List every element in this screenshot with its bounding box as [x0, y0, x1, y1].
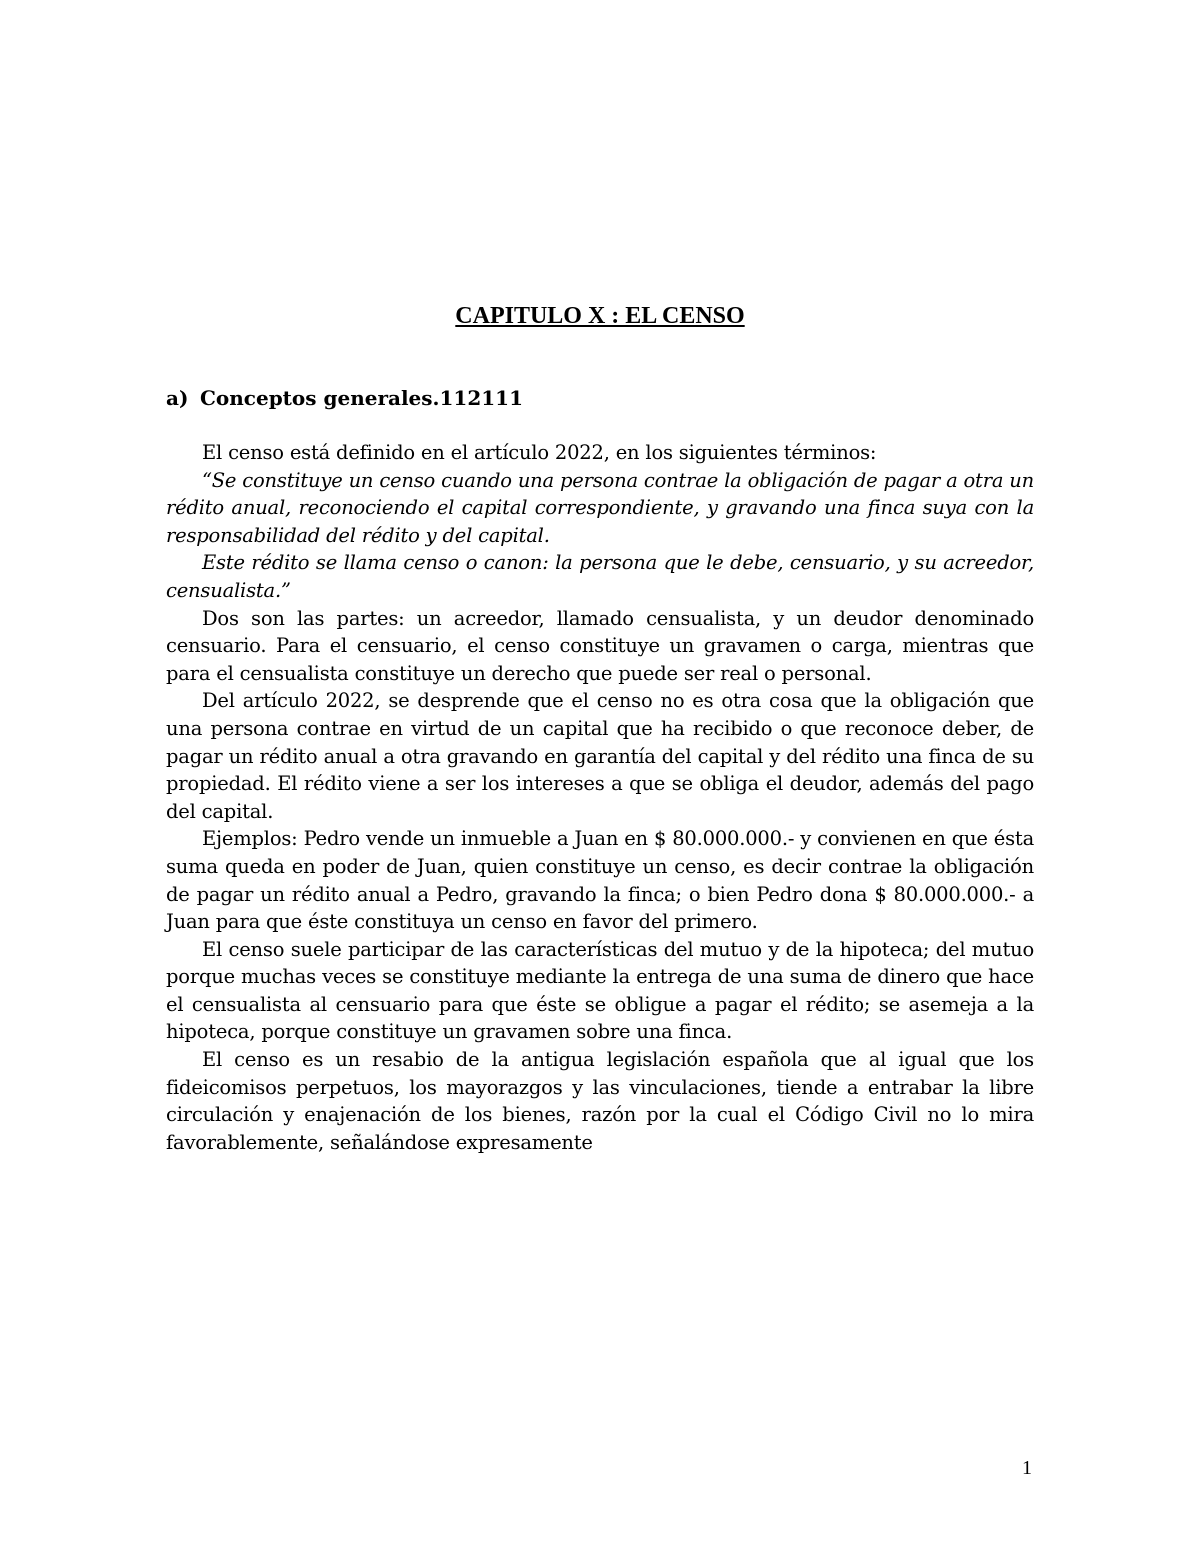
- paragraph: Del artículo 2022, se desprende que el censo no es otra cosa que la obligación que una persona contrae en virtud de un capital que ha recibido o que reconoce deber, de pagar un rédito anual a otra gravando en garantía del capital y del rédito una finca de su propiedad. El rédito viene a ser los intereses a que se obliga el deudor, además del pago del capital.: [166, 689, 1034, 823]
- page-number: 1: [1022, 1457, 1032, 1479]
- quoted-paragraph: “Se constituye un censo cuando una persona contrae la obligación de pagar a otra un rédito anual, reconociendo el capital correspondiente, y gravando una finca suya con la responsabilidad del rédito y del capital.: [166, 468, 1034, 547]
- paragraph: Dos son las partes: un acreedor, llamado censualista, y un deudor denominado censuario. Para el censuario, el censo constituye un gravamen o carga, mientras que para el censualista constituye un derecho que puede ser real o personal.: [166, 606, 1034, 685]
- chapter-title: CAPITULO X : EL CENSO: [455, 303, 745, 329]
- section-heading: [166, 384, 523, 412]
- section-label: a): [166, 386, 189, 410]
- quoted-paragraph: Este rédito se llama censo o canon: la persona que le debe, censuario, y su acreedor, censualista.”: [166, 551, 1034, 602]
- body-text: [166, 439, 1034, 1156]
- paragraph: El censo suele participar de las características del mutuo y de la hipoteca; del mutuo porque muchas veces se constituye mediante la entrega de una suma de dinero que hace el censualista al censuario para que éste se obligue a pagar el rédito; se asemeja a la hipoteca, porque constituye un gravamen sobre una finca.: [166, 937, 1034, 1044]
- section-title: Conceptos generales.112111: [200, 386, 523, 410]
- paragraph: El censo es un resabio de la antigua legislación española que al igual que los fideicomisos perpetuos, los mayorazgos y las vinculaciones, tiende a entrabar la libre circulación y enajenación de los bienes, razón por la cual el Código Civil no lo mira favorablemente, señalándose expresamente: [166, 1048, 1034, 1154]
- paragraph: Ejemplos: Pedro vende un inmueble a Juan en $ 80.000.000.- y convienen en que ésta suma queda en poder de Juan, quien constituye un censo, es decir contrae la obligación de pagar un rédito anual a Pedro, gravando la finca; o bien Pedro dona $ 80.000.000.- a Juan para que éste constituya un censo en favor del primero.: [166, 827, 1034, 934]
- paragraph: El censo está definido en el artículo 2022, en los siguientes términos:: [202, 441, 877, 464]
